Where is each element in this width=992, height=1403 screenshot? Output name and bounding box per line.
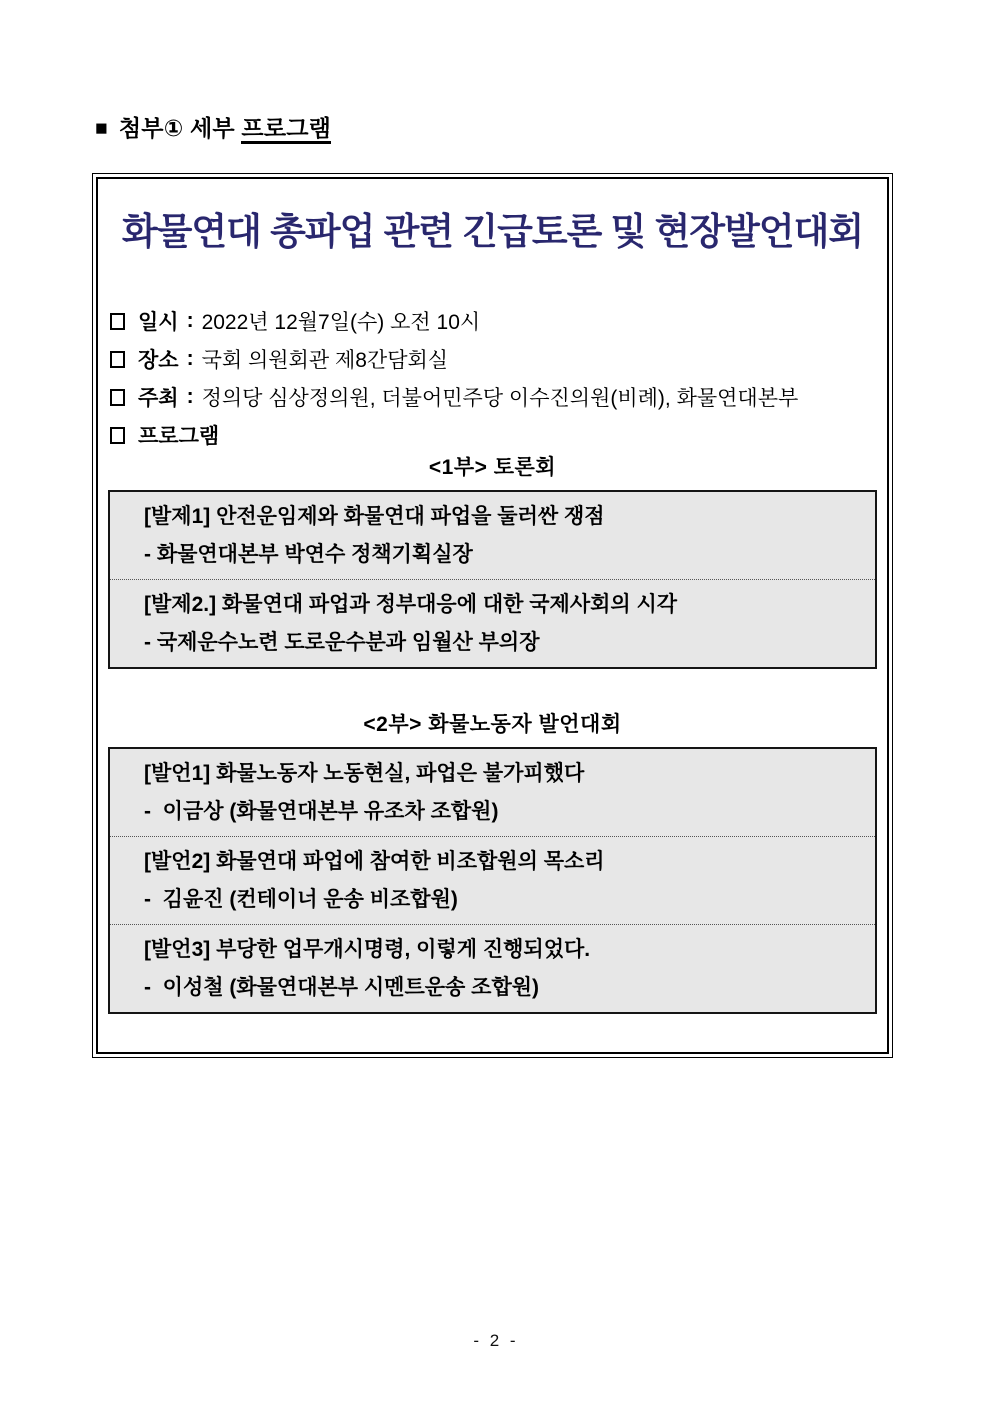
checkbox-bullet-icon xyxy=(110,313,125,330)
info-label: 주최 xyxy=(138,387,179,410)
agenda-speaker: - 이성철 (화물연대본부 시멘트운송 조합원) xyxy=(144,976,540,999)
info-colon: : xyxy=(186,309,194,332)
agenda-speaker: - 이금상 (화물연대본부 유조차 조합원) xyxy=(144,800,499,823)
agenda-title: [발언1] 화물노동자 노동현실, 파업은 불가피했다 xyxy=(144,762,585,785)
agenda-title: [발제1] 안전운임제와 화물연대 파업을 둘러싼 쟁점 xyxy=(144,505,605,528)
attachment-header-underlined-text: 프로그램 xyxy=(241,115,331,144)
agenda-row xyxy=(110,836,875,924)
info-colon: : xyxy=(186,385,194,408)
agenda-row xyxy=(110,579,875,667)
info-label: 장소 xyxy=(138,349,179,372)
info-value: 정의당 심상정의원, 더불어민주당 이수진의원(비례), 화물연대본부 xyxy=(201,387,799,410)
checkbox-bullet-icon xyxy=(110,351,125,368)
attachment-header xyxy=(95,110,331,143)
agenda-title: [발언3] 부당한 업무개시명령, 이렇게 진행되었다. xyxy=(144,938,591,961)
session-heading: <2부> 화물노동자 발언대회 xyxy=(363,713,622,736)
info-label: 프로그램 xyxy=(138,425,220,448)
agenda-speaker: - 국제운수노련 도로운수분과 임월산 부의장 xyxy=(144,631,540,654)
agenda-speaker: - 화물연대본부 박연수 정책기획실장 xyxy=(144,543,473,566)
attachment-header-text: 첨부① 세부 xyxy=(118,115,235,141)
agenda-title: [발제2.] 화물연대 파업과 정부대응에 대한 국제사회의 시각 xyxy=(144,593,678,616)
info-label: 일시 xyxy=(138,311,179,334)
session-agenda-box xyxy=(108,490,877,669)
info-item-datetime xyxy=(110,302,877,340)
info-value: 국회 의원회관 제8간담회실 xyxy=(201,349,449,372)
info-list xyxy=(108,302,877,454)
info-item-program xyxy=(110,416,877,454)
info-colon: : xyxy=(186,347,194,370)
agenda-row xyxy=(110,492,875,579)
notice-title: 화물연대 총파업 관련 긴급토론 및 현장발언대회 xyxy=(121,211,864,252)
session-heading: <1부> 토론회 xyxy=(428,456,557,479)
notice-inner-box xyxy=(96,177,889,1054)
agenda-row xyxy=(110,924,875,1012)
agenda-row xyxy=(110,749,875,836)
session-part2 xyxy=(108,711,877,1014)
page-number: - 2 - xyxy=(473,1331,519,1350)
checkbox-bullet-icon xyxy=(110,389,125,406)
agenda-speaker: - 김윤진 (컨테이너 운송 비조합원) xyxy=(144,888,458,911)
black-square-icon: ■ xyxy=(95,117,108,140)
checkbox-bullet-icon xyxy=(110,427,125,444)
agenda-title: [발언2] 화물연대 파업에 참여한 비조합원의 목소리 xyxy=(144,850,605,873)
session-part1 xyxy=(108,454,877,669)
notice-outer-box xyxy=(92,173,893,1058)
info-item-host xyxy=(110,378,877,416)
session-agenda-box xyxy=(108,747,877,1014)
info-value: 2022년 12월7일(수) 오전 10시 xyxy=(201,311,481,334)
info-item-location xyxy=(110,340,877,378)
